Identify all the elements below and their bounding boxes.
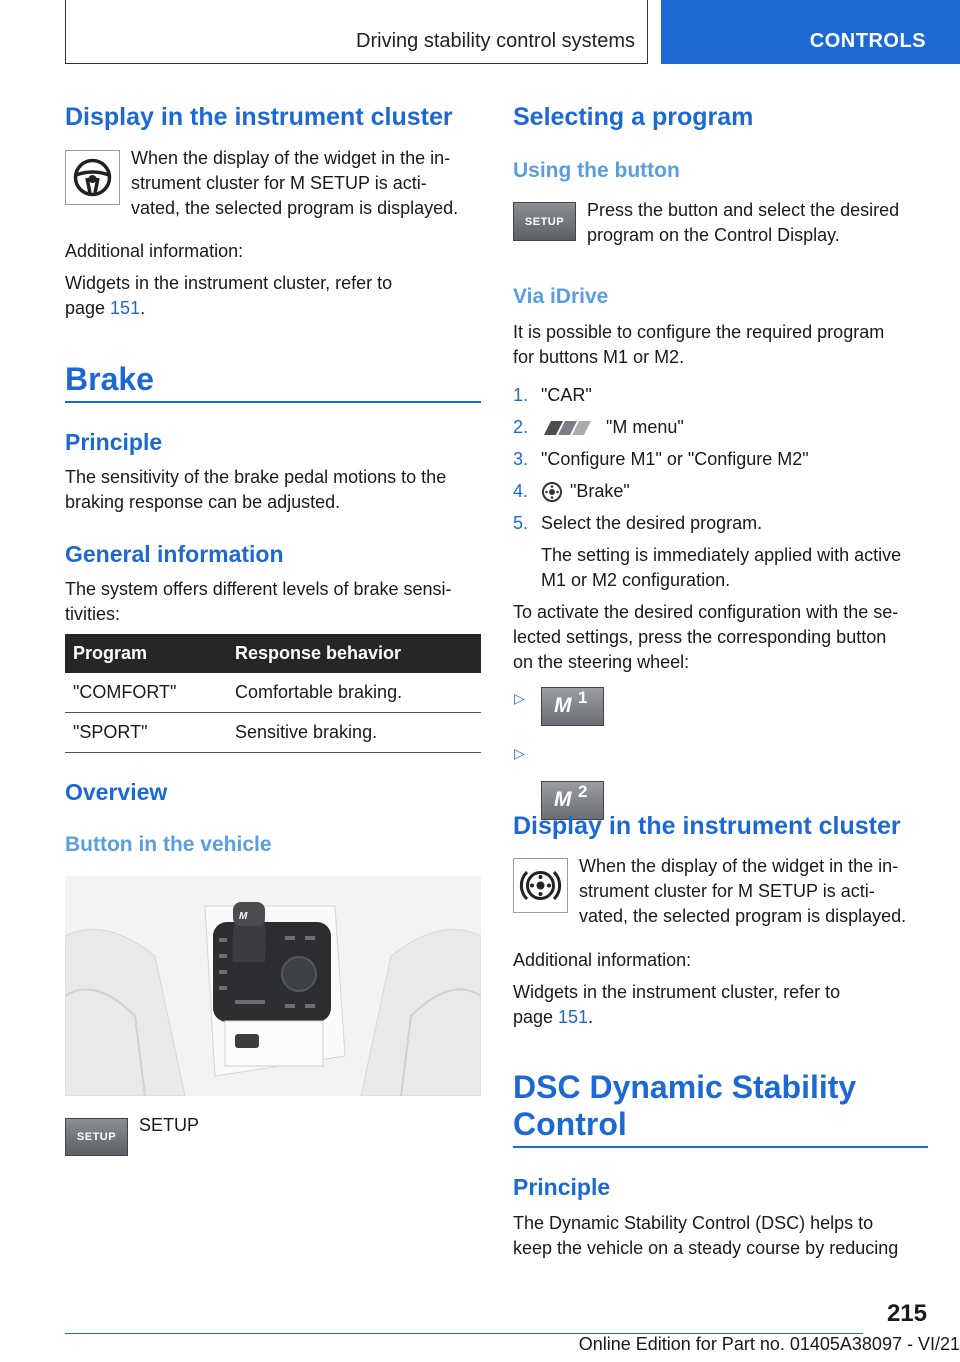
brake-heading: Brake xyxy=(65,361,154,397)
brake-disc-icon xyxy=(541,481,563,503)
via-idrive-text: It is possible to configure the required program for buttons M1 or M2. xyxy=(513,322,885,367)
brake-display-icon xyxy=(513,858,568,913)
right-principle-text: The Dynamic Stability Control (DSC) helps to keep the vehicle on a steady course by reducing xyxy=(513,1213,899,1258)
header-section-title: Driving stability control systems xyxy=(356,30,635,52)
button-in-vehicle-heading: Button in the vehicle xyxy=(65,833,272,856)
right-display-text: When the display of the widget in the in- strument cluster for M SETUP is acti- vated, the selected program is displayed. xyxy=(579,856,907,926)
general-info-heading: General information xyxy=(65,541,284,567)
header-section-box xyxy=(65,0,648,64)
activate-text: To activate the desired configuration with the se- lected settings, press the corresponding button on the steering wheel: xyxy=(513,602,899,672)
via-idrive-heading: Via iDrive xyxy=(513,285,609,308)
left-principle-text: The sensitivity of the brake pedal motions to the braking response can be adjusted. xyxy=(65,467,447,512)
step-5-detail: The setting is immediately applied with active M1 or M2 configuration. xyxy=(541,545,902,590)
list-item: 3. xyxy=(513,449,529,469)
right-page-link[interactable]: 151 xyxy=(558,1007,589,1027)
table-cell: Comfortable braking. xyxy=(227,673,481,713)
table-row xyxy=(65,713,481,753)
step-1-text: "CAR" xyxy=(541,385,592,405)
table-row xyxy=(65,673,481,713)
step-4-text: "Brake" xyxy=(570,481,630,501)
list-item: 2. xyxy=(513,417,529,437)
left-additional-info: Additional information: xyxy=(65,241,244,261)
left-page-link[interactable]: 151 xyxy=(110,298,141,318)
left-display-heading: Display in the instrument cluster xyxy=(65,103,453,131)
page-number: 215 xyxy=(886,1300,927,1327)
setup-caption: SETUP xyxy=(139,1115,200,1135)
right-widgets-ref: Widgets in the instrument cluster, refer to page 151. xyxy=(513,982,841,1027)
list-item: 5. xyxy=(513,513,529,533)
list-item: 4. xyxy=(513,481,529,501)
left-principle-heading: Principle xyxy=(65,429,163,455)
header-chapter-tab xyxy=(661,0,960,64)
table-header-response: Response behavior xyxy=(227,634,481,673)
dsc-heading: DSC Dynamic Stability Control xyxy=(513,1069,857,1142)
overview-heading: Overview xyxy=(65,779,168,805)
brake-heading-rule xyxy=(65,401,481,403)
step-2-text: "M menu" xyxy=(606,417,684,437)
setup-button-right: SETUP xyxy=(513,202,576,241)
program-table xyxy=(65,634,481,753)
right-display-heading: Display in the instrument cluster xyxy=(513,812,901,840)
bullet-icon: ▷ xyxy=(514,745,525,761)
setup-button: SETUP xyxy=(65,1118,128,1156)
general-info-text: The system offers different levels of brake sensi- tivities: xyxy=(65,579,452,624)
step-3-text: "Configure M1" or "Configure M2" xyxy=(541,449,809,469)
table-cell: Sensitive braking. xyxy=(227,713,481,753)
table-header-program: Program xyxy=(65,634,227,673)
using-button-heading: Using the button xyxy=(513,159,680,182)
m1-button: M 1 xyxy=(541,687,604,726)
table-cell: "COMFORT" xyxy=(65,673,227,713)
m2-button: M 2 xyxy=(541,781,604,820)
bullet-icon: ▷ xyxy=(514,690,525,706)
footer-edition: Online Edition for Part no. 01405A38097 - VI/21 xyxy=(578,1334,960,1354)
left-widgets-ref: Widgets in the instrument cluster, refer to page 151. xyxy=(65,273,393,318)
center-console-illustration xyxy=(65,876,481,1096)
list-item: 1. xyxy=(513,385,529,405)
dsc-heading-rule xyxy=(513,1146,928,1148)
table-cell: "SPORT" xyxy=(65,713,227,753)
left-display-text: When the display of the widget in the in- strument cluster for M SETUP is acti- vated, the selected program is displayed. xyxy=(131,148,459,218)
table-header-row xyxy=(65,634,481,673)
right-principle-heading: Principle xyxy=(513,1174,611,1200)
right-additional-info: Additional information: xyxy=(513,950,692,970)
using-button-text: Press the button and select the desired program on the Control Display. xyxy=(587,200,900,245)
steering-wheel-icon xyxy=(65,150,120,205)
header-chapter-title: CONTROLS xyxy=(809,30,926,52)
svg-text:M: M xyxy=(239,911,248,922)
m-menu-stripes-icon xyxy=(541,419,597,437)
step-5-text: Select the desired program. xyxy=(541,513,763,533)
selecting-program-heading: Selecting a program xyxy=(513,103,754,131)
